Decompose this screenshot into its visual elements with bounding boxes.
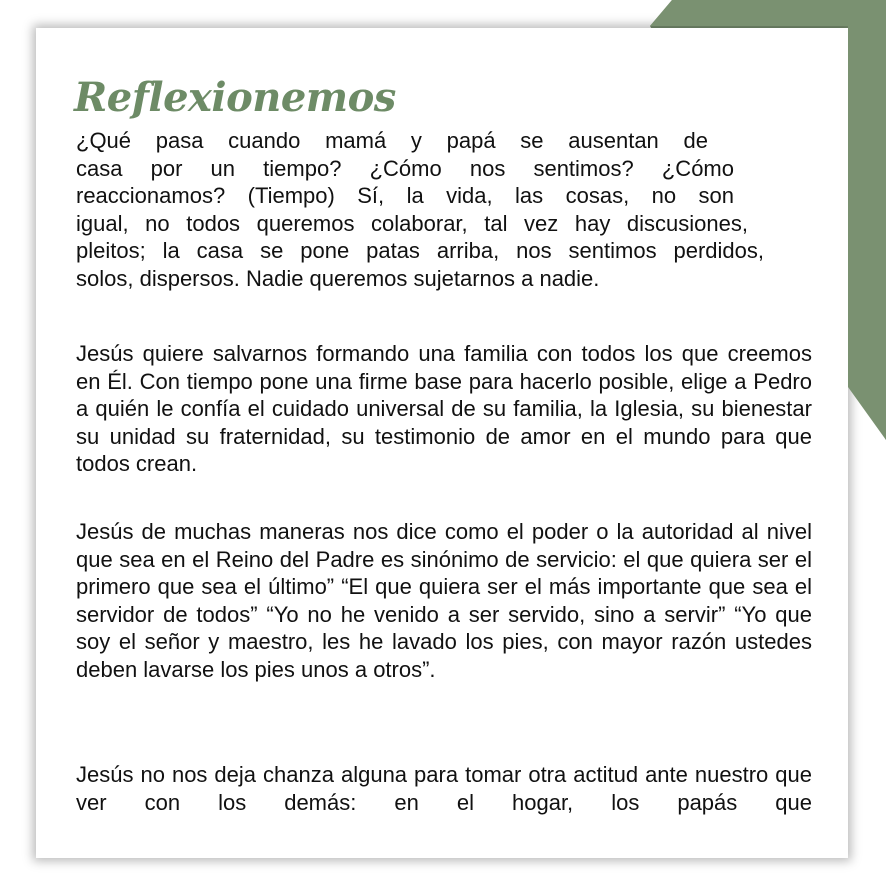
paragraph-line: solos, dispersos. Nadie queremos sujetarnos a nadie. — [76, 265, 600, 291]
paragraph-line: pleitos; la casa se pone patas arriba, nos sentimos perdidos, — [76, 238, 764, 263]
paragraph-attitude: Jesús no nos deja chanza alguna para tomar otra actitud ante nuestro que ver con los demás: en el hogar, los papás que — [76, 762, 812, 815]
paragraph-jesus-family: Jesús quiere salvarnos formando una familia con todos los que creemos en Él. Con tiempo pone una firme base para hacerlo posible, elige a Pedro a quién le confía el cuidado universal de su familia, la Iglesia, su bienestar su unidad su fraternidad, su testimonio de amor en el mundo para que todos crean. — [76, 341, 812, 476]
section-title: Reflexionemos — [74, 74, 396, 121]
paragraph-service: Jesús de muchas maneras nos dice como el poder o la autoridad al nivel que sea en el Reino del Padre es sinónimo de servicio: el que quiera ser el primero que sea el último” “El que quiera ser el más importante que sea el servidor de todos” “Yo no he venido a ser servido, sino a servir” “Yo que soy el señor y maestro, les he lavado los pies, con mayor razón ustedes deben lavarse los pies unos a otros”. — [76, 519, 812, 682]
paragraph-line: casa por un tiempo? ¿Cómo nos sentimos? ¿Cómo — [76, 155, 734, 181]
paragraph-line: ¿Qué pasa cuando mamá y papá se ausentan de — [76, 128, 708, 153]
paragraph-intro — [76, 127, 764, 292]
paragraph-line: reaccionamos? (Tiempo) Sí, la vida, las cosas, no son — [76, 183, 734, 208]
paragraph-line: igual, no todos queremos colaborar, tal vez hay discusiones, — [76, 210, 748, 236]
